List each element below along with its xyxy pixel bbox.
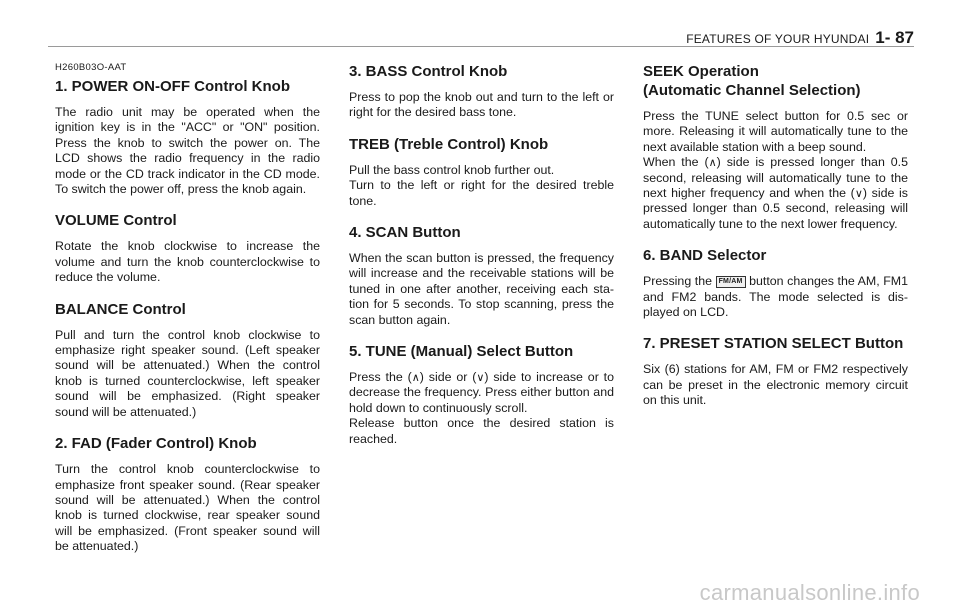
seek-text [643, 109, 908, 232]
balance-heading: BALANCE Control [55, 300, 186, 318]
seek-text-b: ) side is pressed longer than 0.5 second, releasing will automatically tune to the next higher frequency and when the ( [643, 155, 908, 201]
balance-text: Pull and turn the control knob clockwise to emphasize right speaker sound. (Left speaker sound will be attenuated.) When the control knob is turned counterclockwise, left speaker sound will be emphasized. (Right speaker sound will be attenuated.) [55, 327, 320, 419]
tune-text-release: Release button once the desired station is reached. [349, 416, 614, 446]
bass-heading: 3. BASS Control Knob [349, 63, 508, 80]
preset-text: Six (6) stations for AM, FM or FM2 respectively can be preset in the electronic memory circuit on this unit. [643, 362, 908, 408]
power-knob-heading: 1. POWER ON-OFF Control Knob [55, 78, 290, 95]
page-number: 1- 87 [875, 28, 914, 47]
volume-text: Rotate the knob clockwise to increase the volume and turn the knob counterclockwise to reduce the volume. [55, 239, 320, 285]
volume-heading: VOLUME Control [55, 212, 177, 230]
fm-am-button-icon: FM/AM [716, 276, 746, 288]
up-arrow-icon: ∧ [708, 156, 717, 170]
column-2 [349, 62, 614, 461]
page-header [686, 28, 914, 48]
treble-text-line-2: Turn to the left or right for the desired treble tone. [349, 178, 614, 208]
seek-text-1: Press the TUNE select button for 0.5 sec or more. Releasing it will automatically tune to the next available station with a beep sound. [643, 109, 908, 154]
tune-text-c: ) side to increase or to decrease the frequency. Press either button and hold down to continuously scroll. [349, 370, 614, 415]
up-arrow-icon: ∧ [411, 371, 420, 385]
band-text-a: Pressing the [643, 274, 712, 289]
seek-text-c: ) side is pressed longer than 0.5 second, releasing will automatically tune to the next lower frequency. [643, 186, 908, 231]
tune-text-b: ) side or ( [419, 370, 477, 385]
doc-code: H260B03O-AAT [55, 62, 127, 73]
band-text-b: button changes the AM, FM1 and FM2 bands. The mode selected is dis-played on LCD. [643, 274, 909, 320]
scan-text: When the scan button is pressed, the frequency will increase and the receivable stations will be tuned in one after another, receiving each sta-tion for 5 seconds. To stop scanning, press the scan button again. [349, 251, 614, 327]
treble-heading: TREB (Treble Control) Knob [349, 135, 549, 153]
column-1 [55, 62, 320, 569]
column-3 [643, 62, 908, 423]
power-knob-text: The radio unit may be operated when the ignition key is in the "ACC" or "ON" position. Press the knob to switch the power on. The LCD shows the radio frequency in the radio mode or the CD track indicator in the CD mode. To switch the power off, press the knob again. [55, 105, 320, 197]
band-text [643, 274, 908, 320]
bass-text: Press to pop the knob out and turn to the left or right for the desired bass tone. [349, 90, 614, 120]
treble-text-line-1: Pull the bass control knob further out. [349, 162, 555, 177]
down-arrow-icon: ∨ [476, 371, 485, 385]
treble-text [349, 163, 614, 209]
tune-text [349, 370, 614, 447]
seek-heading-line-2: (Automatic Channel Selection) [643, 82, 861, 99]
band-heading: 6. BAND Selector [643, 247, 767, 265]
seek-heading-line-1: SEEK Operation [643, 63, 759, 80]
tune-heading: 5. TUNE (Manual) Select Button [349, 343, 574, 361]
scan-heading: 4. SCAN Button [349, 224, 461, 242]
watermark: carmanualsonline.info [699, 580, 920, 605]
fader-heading: 2. FAD (Fader Control) Knob [55, 435, 257, 453]
seek-heading [643, 62, 908, 100]
fader-text: Turn the control knob counterclockwise to emphasize front speaker sound. (Rear speaker sound will be attenuated.) When the control knob is turned clockwise, rear speaker sound will be emphasized. (Front speaker sound will be attenuated.) [55, 462, 320, 554]
down-arrow-icon: ∨ [854, 187, 863, 201]
tune-text-a: Press the ( [349, 370, 412, 385]
section-title: FEATURES OF YOUR HYUNDAI [686, 32, 870, 46]
seek-text-a: When the ( [643, 155, 709, 170]
preset-heading: 7. PRESET STATION SELECT Button [643, 335, 904, 353]
